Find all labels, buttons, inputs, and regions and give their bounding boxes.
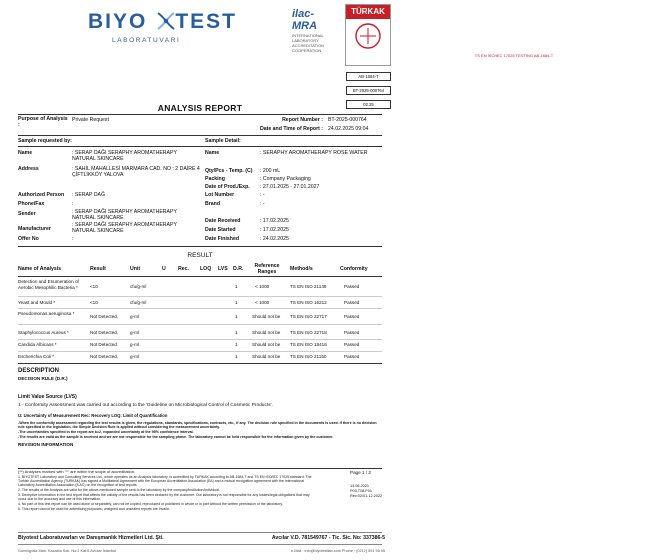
footer-company: Biyotest Laboratuvarları ve Danışmanlık Hizmetleri Ltd. Şti. xyxy=(18,535,164,541)
field-value: : - xyxy=(260,192,265,198)
field-label: Phone/Fax xyxy=(18,201,45,207)
cell-dr: 1 xyxy=(235,354,238,359)
field-label: Date Started xyxy=(205,227,236,233)
footnote: 1. BIYOTEST Laboratory and Consulting Services Ltd., which operates as an Analysis laboratory, is accredited by TURKAK according to AB-1684-T and TS EN ISO/IEC 17025 standard. The Turkish Accreditation Agency (TURKAK) has signed a Multilateral Agreement with the European Accreditation Association (EA) and a mutual recognition agreement with the International Laboratory Accreditation Association (ILAC) on the recognition of test reports. xyxy=(18,475,312,488)
brand-tagline: LABORATUVARI xyxy=(112,37,181,44)
footnote: 2. The results of the Analysis are valid for the above-mentioned sample sent to the laboratory by the company/institution/individual. xyxy=(18,488,220,492)
col-header: Conformity xyxy=(340,266,368,272)
field-label: Authorized Person xyxy=(18,192,65,198)
cell-conf: Passed xyxy=(344,342,360,347)
dna-icon xyxy=(154,9,178,33)
report-date-label: Date and Time of Report : xyxy=(259,126,323,132)
footer-tax: Avcılar V.D. 781549767 - Tic. Sic. No: 337386-5 xyxy=(271,535,385,541)
divider xyxy=(18,146,382,147)
divider xyxy=(18,544,382,545)
report-no-value: BT-2025-000764 xyxy=(328,117,367,123)
divider xyxy=(18,351,382,352)
col-header: Method/s xyxy=(290,266,313,272)
divider xyxy=(18,339,382,340)
ilac-sub: INTERNATIONAL LABORATORY ACCREDITATION COOPERATION xyxy=(292,33,325,53)
revision-title: REVISION INFORMATION xyxy=(18,442,74,447)
col-header: Result xyxy=(90,266,106,272)
footnote: (**) Analyses marked with "*" are within the scope of accreditation. xyxy=(18,469,136,474)
sample-detail-label: Sample Detail: xyxy=(205,138,241,144)
cell-result: Not Detected. xyxy=(90,342,119,347)
cell-conf: Passed xyxy=(344,284,360,289)
footer-contact: e-Mail : info@biyotestlab.com Phone : (0212) 591 95 95 xyxy=(291,549,385,553)
field-label: Date Received xyxy=(205,218,241,224)
field-label: Brand xyxy=(205,201,220,207)
cell-ref: Should not be xyxy=(252,330,281,335)
field-value: : SERAP DAĞI SERAPHY AROMATHERAPY NATURAL SKINCARE xyxy=(72,222,177,234)
biyotest-logo xyxy=(88,6,248,46)
field-label: Date Finished xyxy=(205,236,240,242)
cell-unit: cfu/g-ml xyxy=(130,300,147,305)
cell-ref: < 1000 xyxy=(255,300,270,305)
doc-code: P03.T08.F01 xyxy=(350,489,372,493)
divider xyxy=(18,114,382,115)
field-label: Packing xyxy=(205,176,225,182)
field-value: : SERAP DAĞ xyxy=(72,192,106,198)
divider xyxy=(18,135,382,136)
field-label: Qty/Pcs - Temp. (C) xyxy=(205,168,253,174)
col-header: Reference Ranges xyxy=(254,263,280,275)
cell-ref: Should not be xyxy=(252,342,281,347)
cell-method: TS EN ISO 21149 xyxy=(290,284,327,289)
field-label: Date of Prod./Exp. xyxy=(205,184,250,190)
cell-result: <10 xyxy=(90,284,98,289)
turkak-emblem-icon xyxy=(346,19,390,53)
cell-method: TS EN ISO 18416 xyxy=(290,342,327,347)
footnote: 3. Deceptive information in the test report that affects the validity of the results has been declared by the customer. Our laboratory is not responsible for any losses/legal obligations that may occur due to the accuracy and use of this information. xyxy=(18,493,310,502)
purpose-label: Purpose of Analysis : xyxy=(18,116,68,128)
cell-ref: < 1000 xyxy=(255,284,270,289)
field-label: Address xyxy=(18,166,39,172)
field-value: : SERAP DAĞI SERAPHY AROMATHERAPY NATURAL SKINCARE xyxy=(72,209,177,221)
field-label: Name xyxy=(18,150,33,156)
page-title: ANALYSIS REPORT xyxy=(157,103,243,113)
divider xyxy=(18,276,382,277)
cell-ref: Should not be xyxy=(252,314,281,319)
col-header: LVS xyxy=(218,266,228,272)
ref-report-no: BT-2025-000764 xyxy=(346,86,391,95)
col-header: D.R. xyxy=(233,266,244,272)
cell-name: Escherichia Coli * xyxy=(18,354,54,359)
cell-method: TS EN ISO 16212 xyxy=(290,300,327,305)
cell-name: Yeast and Mould * xyxy=(18,300,56,305)
turkak-text: TÜRKAK xyxy=(346,5,390,19)
cell-dr: 1 xyxy=(235,330,238,335)
ilac-text: ilac-MRA xyxy=(292,8,318,32)
note: -When the conformity assessment regarding the test results is given, the regulations, standards, specifications, contracts, etc., if any. The decision rule specified in the documents is used. If there is no decision rule specified in the legislation, the Simple Decision Rule is applied without considering the measurement uncertainty. xyxy=(18,421,377,430)
col-header: LOQ xyxy=(200,266,212,272)
field-label: Name xyxy=(205,150,220,156)
cell-name: Detection and Enumeration of Aerobic Mesophilic Bacteria * xyxy=(18,279,79,290)
cell-unit: g-ml xyxy=(130,342,139,347)
divider xyxy=(18,532,382,533)
cell-dr: 1 xyxy=(235,314,238,319)
decision-rule: DECISION RULE (D.R.) xyxy=(18,376,68,381)
result-title: RESULT xyxy=(187,252,213,259)
doc-revision: Rev:02/01.12.2022 xyxy=(350,494,383,498)
ilac-mra-logo xyxy=(292,8,334,53)
cell-unit: g-ml xyxy=(130,314,139,319)
cell-ref: Should not be xyxy=(252,354,281,359)
cell-conf: Passed xyxy=(344,300,360,305)
field-value: : Company Packaging xyxy=(260,176,311,182)
limit-text: 1 - Conformity Assessment was carried out according to the 'Guideline on Microbiological Control of Cosmetic Products'. xyxy=(18,403,273,408)
cell-result: Not Detected. xyxy=(90,314,119,319)
field-value: : xyxy=(72,201,74,207)
field-label: Sender xyxy=(18,211,36,217)
divider xyxy=(18,363,382,364)
report-date-value: 24.02.2025 09:04 xyxy=(328,126,369,132)
description-title: DESCRIPTION xyxy=(18,368,60,374)
cell-dr: 1 xyxy=(235,342,238,347)
cell-result: Not Detected. xyxy=(90,330,119,335)
field-value: : - xyxy=(260,201,265,207)
brand-right: TEST xyxy=(175,10,238,33)
cell-conf: Passed xyxy=(344,354,360,359)
cell-unit: cfu/g-ml xyxy=(130,284,147,289)
page-number: Page 1 / 2 xyxy=(350,470,371,475)
divider xyxy=(18,246,382,247)
note: -The uncertainties specified in the report are k=2, expanded uncertainty at the 95% confidence interval. xyxy=(18,430,194,434)
field-label: Manufacturer xyxy=(18,226,51,232)
footer-address: Gümüşpala Mah. Kazakta Sok. No:2 Kat:6 Avcılar İstanbul xyxy=(18,549,117,553)
field-value: : SAHİL MAHALLESİ MARMARA CAD. NO : 2 DAİRE 4 ÇİFTLİKKÖY YALOVA xyxy=(72,166,200,178)
cell-method: TS EN ISO 21150 xyxy=(290,354,327,359)
cell-dr: 1 xyxy=(235,284,238,289)
divider xyxy=(18,308,382,309)
purpose-value: Private Request xyxy=(72,117,109,123)
field-value: : 24.02.2025 xyxy=(260,236,289,242)
field-value: : 27.01.2025 - 27.01.2027 xyxy=(260,184,320,190)
turkak-logo xyxy=(345,4,554,66)
cell-unit: g-ml xyxy=(130,330,139,335)
col-header: Unit xyxy=(130,266,141,272)
cell-conf: Passed xyxy=(344,330,360,335)
sample-requested-label: Sample requested by: xyxy=(18,138,72,144)
cell-name: Staphylococcus Aureus * xyxy=(18,330,69,335)
note: -The results are valid as the sample is received and we are not responsible for the sampling phase. The laboratory cannot be held responsible for the information given by the customer. xyxy=(18,435,334,439)
col-header: Rec. xyxy=(178,266,189,272)
cell-unit: g-ml xyxy=(130,354,139,359)
cell-result: <10 xyxy=(90,300,98,305)
cell-result: Not Detected. xyxy=(90,354,119,359)
field-value: : SERAP DAĞI SERAPHY AROMATHERAPY NATURAL SKINCARE xyxy=(72,150,177,162)
report-no-label: Report Number : xyxy=(282,117,323,123)
cell-method: TS EN ISO 22717 xyxy=(290,314,327,319)
field-value: : SERAPHY AROMATHERAPY ROSE WATER xyxy=(260,150,368,156)
field-value: : 17.02.2025 xyxy=(260,218,289,224)
limit-title: Limit Value Source (LVS) xyxy=(18,394,77,400)
col-header: Name of Analysis xyxy=(18,266,62,272)
footnote: 4. No part of this test report can be used alone or separately, can not be copied, reproduced or published in whole or in part without the written permission of the laboratory. xyxy=(18,502,283,506)
turkak-foot: TS EN ISO/IEC 17025 TESTING AB-1684-T xyxy=(474,53,554,58)
cell-name: Pseudomonas aeruginosa * xyxy=(18,311,75,316)
cell-dr: 1 xyxy=(235,300,238,305)
cell-method: TS EN ISO 22718 xyxy=(290,330,327,335)
footnote: 5. This report cannot be used for advertising purposes; unsigned and unsealed reports are invalid. xyxy=(18,507,170,511)
divider xyxy=(18,296,382,297)
cell-conf: Passed xyxy=(344,314,360,319)
abbreviations: U: Uncertainty of Measurement Rec: Recovery LOQ: Limit of Quantification xyxy=(18,413,168,418)
ref-accreditation: AB-1684-T xyxy=(346,72,391,81)
divider xyxy=(18,324,382,325)
doc-date: 13.06.2021 xyxy=(350,484,370,488)
field-label: Offer No xyxy=(18,236,39,242)
ref-page: 02.25 xyxy=(346,100,391,109)
col-header: U xyxy=(162,266,166,272)
field-value: : xyxy=(72,236,74,242)
field-label: Lot Number xyxy=(205,192,235,198)
field-value: : 200 mL xyxy=(260,168,281,174)
cell-name: Candida Albicans * xyxy=(18,342,57,347)
field-value: : 17.02.2025 xyxy=(260,227,289,233)
brand-left: BIYO xyxy=(88,10,148,33)
